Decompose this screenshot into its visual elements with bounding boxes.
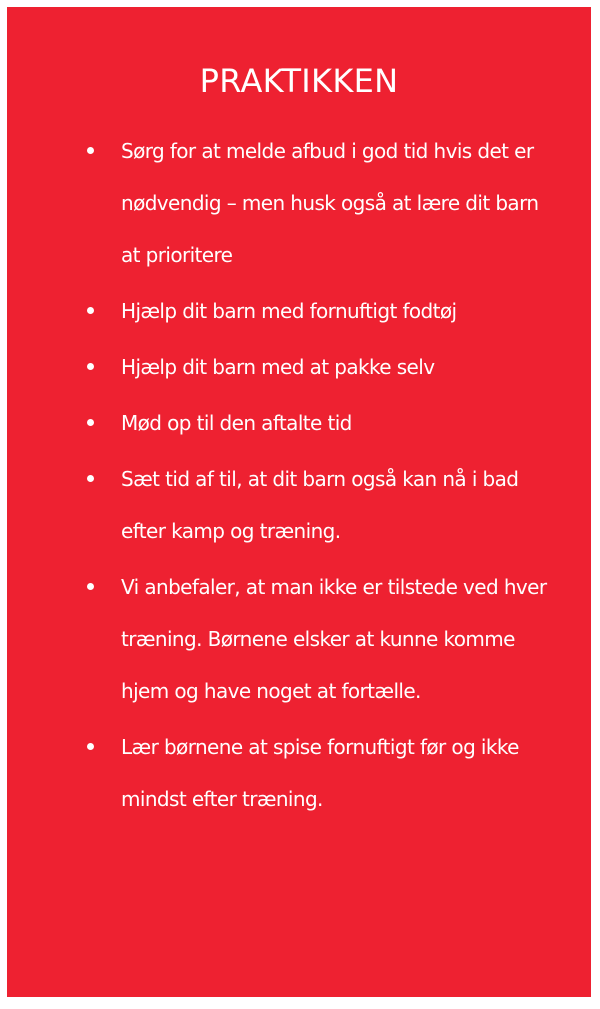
bullet-icon xyxy=(87,147,94,154)
list-item-text: Hjælp dit barn med fornuftigt fodtøj xyxy=(121,299,457,323)
list-item xyxy=(83,561,553,717)
list-item xyxy=(83,397,553,449)
bullet-icon xyxy=(87,583,94,590)
list-item-text: Sørg for at melde afbud i god tid hvis det er nødvendig – men husk også at lære dit barn at prioritere xyxy=(121,139,539,267)
bullet-icon xyxy=(87,419,94,426)
list-item-text: Sæt tid af til, at dit barn også kan nå i bad efter kamp og træning. xyxy=(121,467,519,543)
list-item xyxy=(83,125,553,281)
bullet-icon xyxy=(87,743,94,750)
bullet-icon xyxy=(87,363,94,370)
list-item xyxy=(83,453,553,557)
list-item-text: Vi anbefaler, at man ikke er tilstede ved hver træning. Børnene elsker at kunne komme hjem og have noget at fortælle. xyxy=(121,575,547,703)
list-item-text: Lær børnene at spise fornuftigt før og ikke mindst efter træning. xyxy=(121,735,519,811)
list-item-text: Hjælp dit barn med at pakke selv xyxy=(121,355,435,379)
list-item-text: Mød op til den aftalte tid xyxy=(121,411,352,435)
bullet-icon xyxy=(87,307,94,314)
list-item xyxy=(83,721,553,825)
list-item xyxy=(83,285,553,337)
info-card xyxy=(7,7,591,997)
tips-list xyxy=(83,125,553,829)
bullet-icon xyxy=(87,475,94,482)
card-title: PRAKTIKKEN xyxy=(199,62,399,100)
list-item xyxy=(83,341,553,393)
